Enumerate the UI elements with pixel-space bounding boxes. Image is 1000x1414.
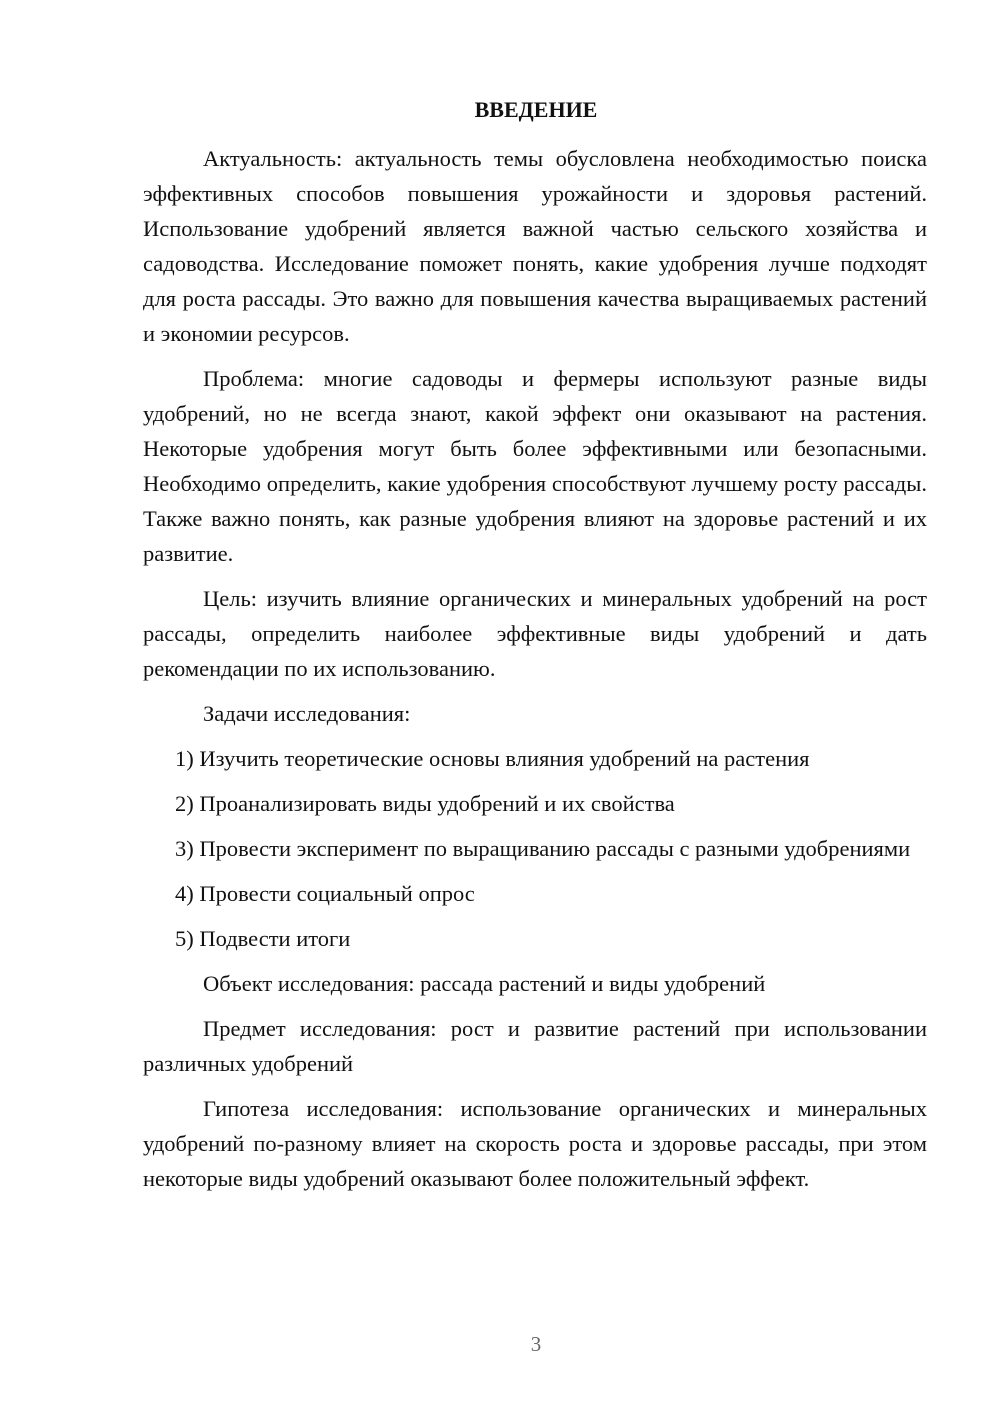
hypothesis-paragraph: Гипотеза исследования: использование органических и минеральных удобрений по-разному влияет на скорость роста и здоровье рассады, при этом некоторые виды удобрений оказывают более положительный эффект. — [143, 1096, 927, 1191]
page-title: ВВЕДЕНИЕ — [474, 97, 598, 122]
goal-paragraph: Цель: изучить влияние органических и минеральных удобрений на рост рассады, определить наиболее эффективные виды удобрений и дать рекомендации по их использованию. — [143, 586, 927, 681]
text-column — [143, 92, 927, 1206]
relevance-paragraph: Актуальность: актуальность темы обусловлена необходимостью поиска эффективных способов повышения урожайности и здоровья растений. Использование удобрений является важной частью сельского хозяйства и садоводства. Исследование поможет понять, какие удобрения лучше подходят для роста рассады. Это важно для повышения качества выращиваемых растений и экономии ресурсов. — [143, 146, 927, 346]
problem-paragraph: Проблема: многие садоводы и фермеры используют разные виды удобрений, но не всегда знают, какой эффект они оказывают на растения. Некоторые удобрения могут быть более эффективными или безопасными. Необходимо определить, какие удобрения способствуют лучшему росту рассады. Также важно понять, как разные удобрения влияют на здоровье растений и их развитие. — [143, 366, 927, 566]
research-object-paragraph: Объект исследования: рассада растений и виды удобрений — [203, 971, 766, 996]
task-item-3: 3) Провести эксперимент по выращиванию рассады с разными удобрениями — [175, 836, 911, 861]
task-item-1: 1) Изучить теоретические основы влияния удобрений на растения — [175, 746, 810, 771]
research-subject-paragraph: Предмет исследования: рост и развитие растений при использовании различных удобрений — [143, 1016, 927, 1076]
page-number: 3 — [530, 1332, 542, 1356]
task-item-2: 2) Проанализировать виды удобрений и их свойства — [175, 791, 675, 816]
task-item-4: 4) Провести социальный опрос — [175, 881, 475, 906]
tasks-heading: Задачи исследования: — [203, 701, 411, 726]
task-item-5: 5) Подвести итоги — [175, 926, 351, 951]
